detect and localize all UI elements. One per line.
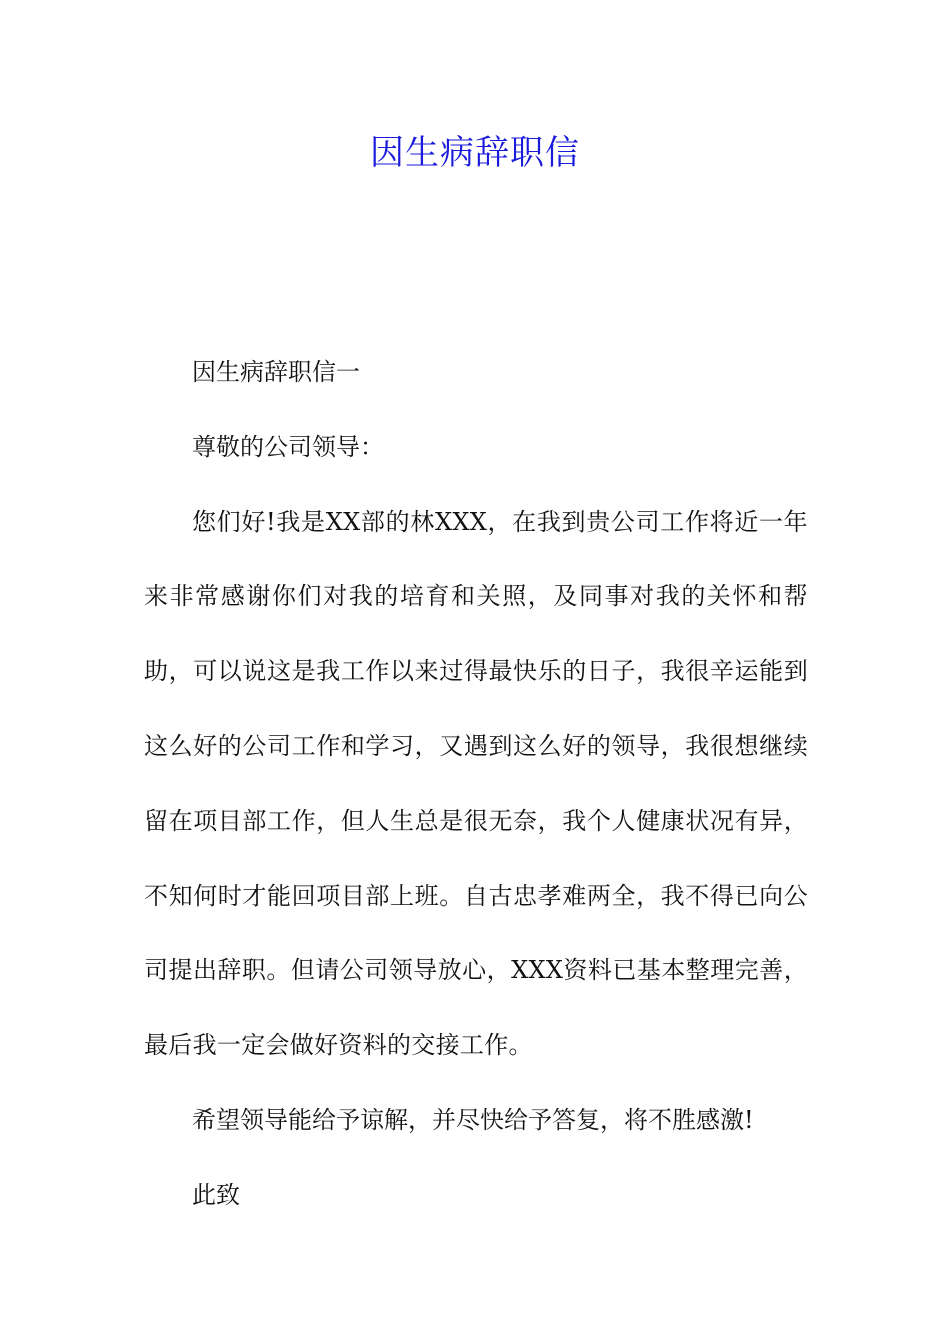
document-title: 因生病辞职信 — [370, 133, 580, 173]
letter-subheading: 因生病辞职信一 — [192, 358, 360, 386]
letter-closing: 此致 — [192, 1180, 240, 1209]
letter-main-paragraph: 您们好!我是XX部的林XXX，在我到贵公司工作将近一年来非常感谢你们对我的培育和关照，及同事对我的关怀和帮助，可以说这是我工作以来过得最快乐的日子，我很辛运能到这么好的公司工作和学习，又遇到这么好的领导，我很想继续留在项目部工作，但人生总是很无奈，我个人健康状况有异，不知何时才能回项目部上班。自古忠孝难两全，我不得已向公司提出辞职。但请公司领导放心，XXX资料已基本整理完善，最后我一定会做好资料的交接工作。 — [144, 507, 808, 1060]
letter-salutation: 尊敬的公司领导： — [192, 432, 384, 461]
letter-closing-request: 希望领导能给予谅解，并尽快给予答复，将不胜感激! — [192, 1105, 754, 1134]
letter-body — [144, 335, 808, 1233]
